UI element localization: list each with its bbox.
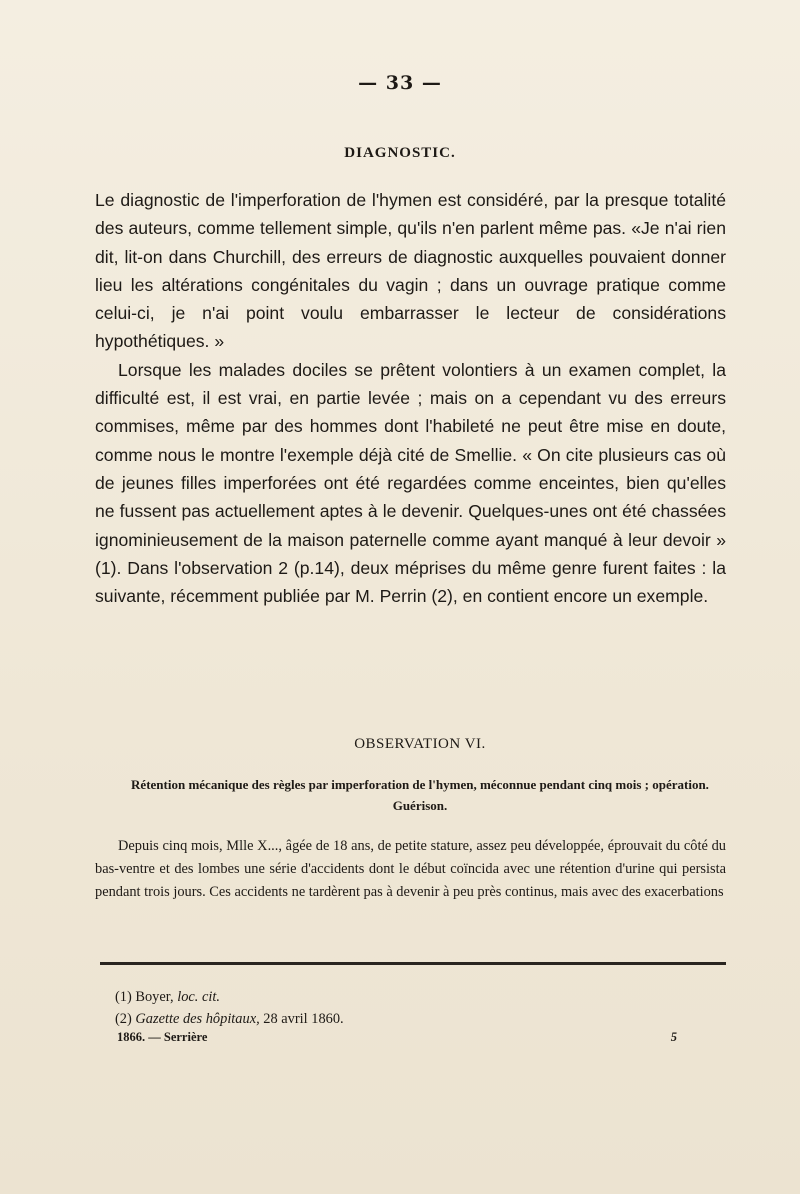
paragraph: Lorsque les malades dociles se prêtent volontiers à un examen complet, la difficulté est, il est vrai, en partie levée ; mais on a cependant vu des erreurs commises, même par des hommes dont l'habileté ne peut être mise en doute, comme nous le montre l'exemple déjà cité de Smellie. « On cite plusieurs cas où de jeunes filles imperforées ont été regardées comme enceintes, bien qu'elles ne fussent pas actuellement aptes à le devenir. Quelques-unes ont été chassées ignominieusement de la maison paternelle comme ayant manqué à leur devoir » (1). Dans l'observation 2 (p.14), deux méprises du même genre furent faites : la suivante, récemment publiée par M. Perrin (2), en contient encore un exemple. — [95, 359, 726, 607]
footnote-journal: Gazette des hôpitaux, — [135, 1011, 260, 1027]
printer-signature — [117, 1030, 677, 1045]
main-text — [95, 186, 726, 610]
page-number: — 33 — — [358, 72, 442, 94]
paragraph: Depuis cinq mois, Mlle X..., âgée de 18 ans, de petite stature, assez peu développée, éprouvait du côté du bas-ventre et des lombes une série d'accidents dont le début coïncida avec une rétention d'urine qui persista pendant trois jours. Ces accidents ne tardèrent pas à devenir à peu près continus, mais avec des exacerbations — [95, 838, 726, 900]
footnote-date: 28 avril 1860. — [263, 1011, 344, 1027]
footnote-ref: loc. cit. — [177, 989, 220, 1005]
observation-text — [95, 835, 726, 904]
observation-subtitle: Rétention mécanique des règles par imperforation de l'hymen, méconnue pendant cinq mois ; opération. Guérison. — [131, 777, 709, 813]
footnote-2 — [115, 1008, 715, 1030]
signature-left: 1866. — Serrière — [117, 1030, 208, 1044]
footnote-rule — [100, 962, 726, 965]
footnote-marker: (1) — [115, 989, 132, 1005]
footnote-marker: (2) — [115, 1011, 132, 1027]
footnote-1 — [115, 986, 715, 1008]
observation-title: OBSERVATION VI. — [354, 736, 486, 752]
section-heading: DIAGNOSTIC. — [344, 145, 456, 161]
footnote-author: Boyer, — [135, 989, 174, 1005]
signature-mark: 5 — [670, 1030, 677, 1044]
paragraph: Le diagnostic de l'imperforation de l'hymen est considéré, par la presque totalité des auteurs, comme tellement simple, qu'ils n'en parlent même pas. «Je n'ai rien dit, lit-on dans Churchill, des erreurs de diagnostic auxquelles pouvaient donner lieu les altérations congénitales du vagin ; dans un ouvrage pratique comme celui-ci, je n'ai point voulu embarrasser le lecteur de considérations hypothétiques. » — [95, 190, 726, 352]
footnotes — [115, 986, 715, 1030]
